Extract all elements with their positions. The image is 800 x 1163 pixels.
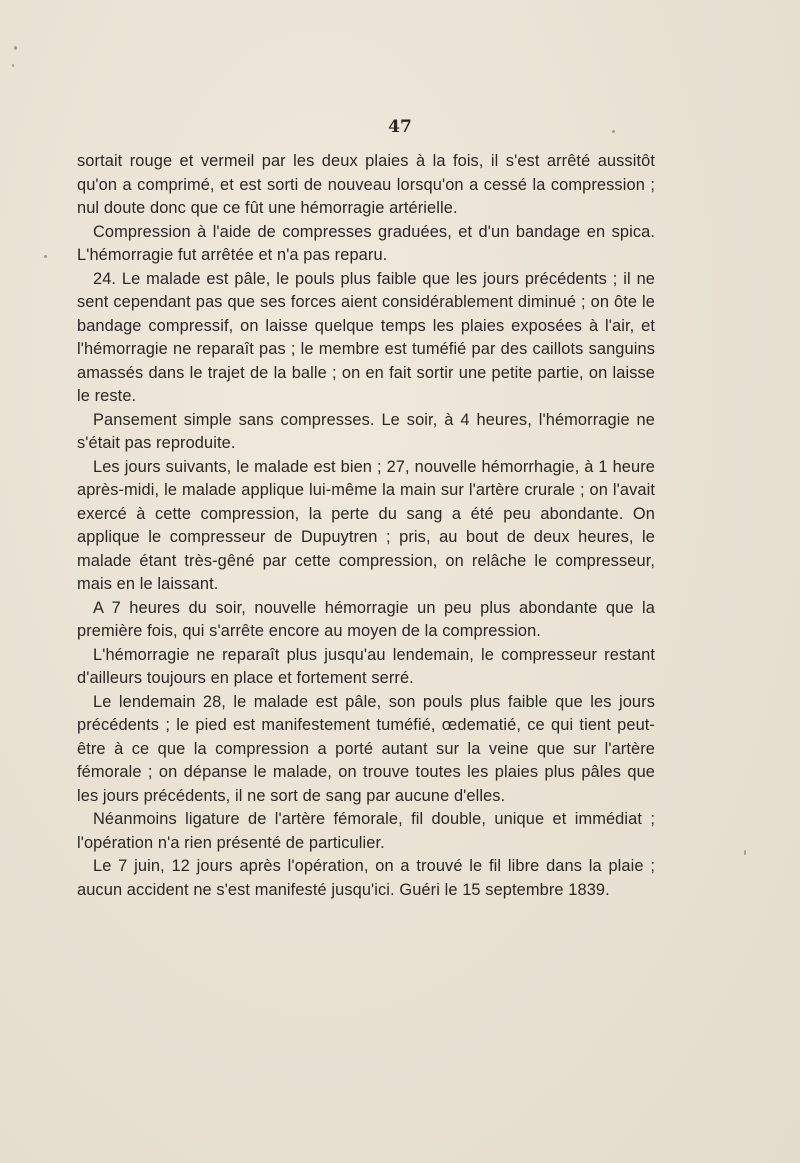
paper-speck — [744, 850, 746, 855]
paper-speck — [44, 255, 47, 258]
paragraph-8: Le lendemain 28, le malade est pâle, son pouls plus faible que les jours précédents ; le pied est manifestement tuméfié, œdematié, ce qui tient peut-être à ce que la compression a porté autant sur la veine que sur l'artère fémorale ; on dépanse le malade, on trouve toutes les plaies plus pâles que les jours précédents, il ne sort de sang par aucune d'elles. — [77, 692, 655, 805]
paragraph-2: Compression à l'aide de compresses graduées, et d'un bandage en spica. L'hémorragie fut arrêtée et n'a pas reparu. — [77, 222, 655, 264]
paper-speck — [12, 64, 14, 67]
paper-speck — [14, 46, 17, 50]
page-number: 47 — [388, 117, 412, 137]
paragraph-5: Les jours suivants, le malade est bien ; 27, nouvelle hémorrhagie, à 1 heure après-midi, le malade applique lui-même la main sur l'artère crurale ; on l'avait exercé à cette compression, la perte du sang a été peu abondante. On applique le compresseur de Dupuytren ; pris, au bout de deux heures, le malade étant très-gêné par cette compression, on relâche le compresseur, mais en le laissant. — [77, 457, 655, 593]
paragraph-4: Pansement simple sans compresses. Le soir, à 4 heures, l'hémorragie ne s'était pas reproduite. — [77, 410, 655, 452]
paragraph-10: Le 7 juin, 12 jours après l'opération, on a trouvé le fil libre dans la plaie ; aucun accident ne s'est manifesté jusqu'ici. Guéri le 15 septembre 1839. — [77, 857, 655, 899]
paragraph-1: sortait rouge et vermeil par les deux plaies à la fois, il s'est arrêté aussitôt qu'on a comprimé, et est sorti de nouveau lorsqu'on a cessé la compression ; nul doute donc que ce fût une hémorragie artérielle. — [77, 152, 655, 217]
paragraph-7: L'hémorragie ne reparaît plus jusqu'au lendemain, le compresseur restant d'ailleurs toujours en place et fortement serré. — [77, 645, 655, 687]
paragraph-9: Néanmoins ligature de l'artère fémorale, fil double, unique et immédiat ; l'opération n'a rien présenté de particulier. — [77, 810, 655, 852]
body-text — [77, 150, 655, 902]
paragraph-3: 24. Le malade est pâle, le pouls plus faible que les jours précédents ; il ne sent cependant pas que ses forces aient considérablement diminué ; on ôte le bandage compressif, on laisse quelque temps les plaies exposées à l'air, et l'hémorragie ne reparaît pas ; le membre est tuméfié par des caillots sanguins amassés dans le trajet de la balle ; on en fait sortir une petite partie, on laisse le reste. — [77, 269, 655, 405]
paragraph-6: A 7 heures du soir, nouvelle hémorragie un peu plus abondante que la première fois, qui s'arrête encore au moyen de la compression. — [77, 598, 655, 640]
